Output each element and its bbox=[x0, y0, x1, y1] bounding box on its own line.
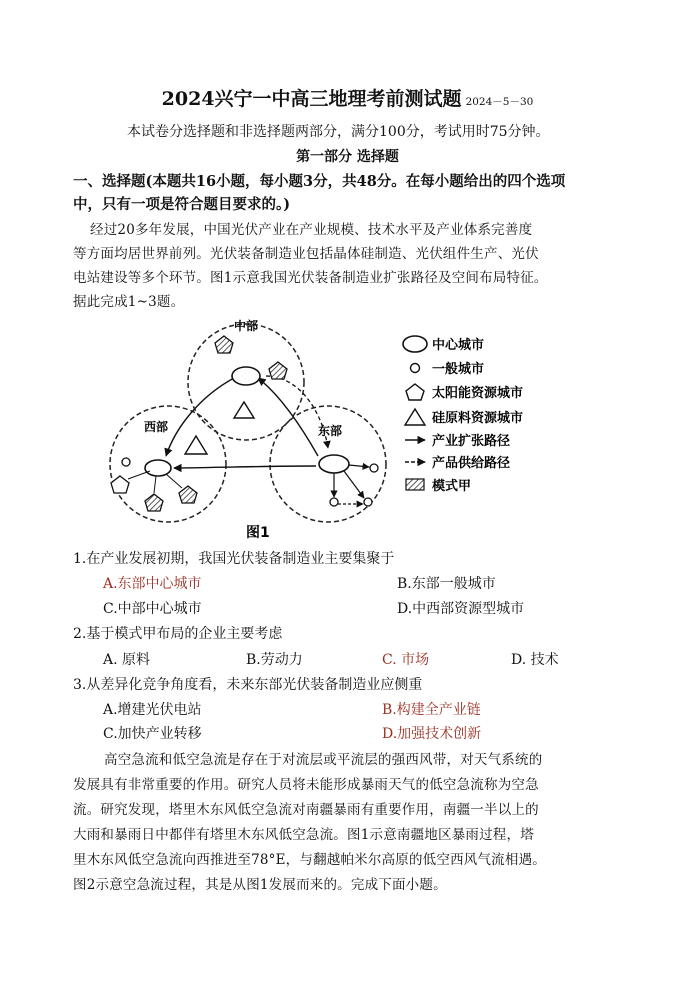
silicon-city-icon bbox=[185, 436, 207, 454]
passage2-line: 图2示意空急流过程，其是从图1发展而来的。完成下面小题。 bbox=[73, 877, 447, 893]
legend-label: 一般城市 bbox=[432, 362, 485, 377]
expansion-arrow bbox=[349, 465, 369, 467]
question-stem: 3.从差异化竞争角度看，未来东部光伏装备制造业应侧重 bbox=[73, 677, 423, 693]
part-heading: 第一部分 选择题 bbox=[296, 149, 399, 165]
section-heading-line2: 中，只有一项是符合题目要求的。) bbox=[73, 196, 291, 213]
exam-intro: 本试卷分选择题和非选择题两部分，满分100分，考试用时75分钟。 bbox=[127, 124, 550, 140]
west-region-label: 西部 bbox=[144, 420, 169, 434]
question-option: D.中西部资源型城市 bbox=[397, 601, 525, 617]
pattern-a-icon bbox=[179, 486, 197, 503]
passage1-line: 等方面均居世界前列。光伏装备制造业包括晶体硅制造、光伏组件生产、光伏 bbox=[73, 246, 539, 262]
exam-title: 2024兴宁一中高三地理考前测试题 bbox=[161, 88, 462, 110]
passage2-line: 流。研究发现，塔里木东风低空急流对南疆暴雨有重要作用，南疆一半以上的 bbox=[73, 802, 539, 818]
central-region-label: 中部 bbox=[234, 319, 259, 333]
passage2-line: 大雨和暴雨日中都伴有塔里木东风低空急流。图1示意南疆地区暴雨过程，塔 bbox=[73, 827, 534, 843]
question-option: D.加强技术创新 bbox=[382, 726, 482, 742]
legend-label: 硅原料资源城市 bbox=[432, 411, 524, 426]
question-option: B.构建全产业链 bbox=[382, 702, 481, 718]
passage1-line: 电站建设等多个环节。图1示意我国光伏装备制造业扩张路径及空间布局特征。 bbox=[73, 270, 548, 286]
question-option: A. 原料 bbox=[103, 652, 151, 668]
legend-solar-city-symbol bbox=[406, 384, 424, 400]
link-line bbox=[154, 476, 156, 493]
solar-city-icon bbox=[111, 476, 129, 493]
legend-label: 产品供给路径 bbox=[432, 456, 511, 471]
question-option: C.加快产业转移 bbox=[103, 726, 202, 742]
east-region-label: 东部 bbox=[318, 424, 343, 438]
question-option: C.中部中心城市 bbox=[103, 601, 202, 617]
passage1-line: 据此完成1~3题。 bbox=[73, 294, 185, 310]
legend-pattern-a-symbol bbox=[406, 479, 424, 490]
general-city-icon bbox=[364, 498, 372, 506]
general-city-icon bbox=[370, 464, 378, 472]
legend-silicon-city-symbol bbox=[405, 409, 425, 425]
exam-date: 2024－5－30 bbox=[465, 96, 534, 108]
passage1-line: 经过20多年发展，中国光伏产业在产业规模、技术水平及产业体系完善度 bbox=[90, 222, 533, 238]
link-line bbox=[128, 471, 150, 479]
question-option: A.增建光伏电站 bbox=[103, 702, 202, 718]
passage2-line: 发展具有非常重要的作用。研究人员将未能形成暴雨天气的低空急流称为空急 bbox=[73, 777, 539, 793]
general-city-icon bbox=[330, 498, 338, 506]
passage2-line: 里木东风低空急流向西推进至78°E，与翻越帕米尔高原的低空西风气流相遇。 bbox=[73, 852, 546, 868]
silicon-city-icon bbox=[234, 402, 254, 418]
legend-label: 太阳能资源城市 bbox=[432, 386, 524, 401]
legend-center-city-symbol bbox=[403, 336, 427, 352]
central-center-city bbox=[232, 367, 260, 385]
pattern-a-icon bbox=[145, 494, 163, 511]
west-center-city bbox=[145, 460, 171, 476]
legend-label: 模式甲 bbox=[432, 479, 472, 494]
figure-1-diagram bbox=[106, 316, 566, 542]
east-center-city bbox=[319, 455, 349, 473]
question-option: B.东部一般城市 bbox=[397, 576, 496, 592]
question-option: A.东部中心城市 bbox=[103, 576, 202, 592]
pattern-a-icon bbox=[269, 362, 287, 379]
legend-label: 中心城市 bbox=[432, 338, 485, 353]
question-option: C. 市场 bbox=[382, 652, 430, 668]
expansion-arrow bbox=[344, 471, 364, 498]
section-heading-line1: 一、选择题(本题共16小题，每小题3分，共48分。在每小题给出的四个选项 bbox=[73, 173, 566, 190]
page-title bbox=[0, 84, 695, 111]
link-line bbox=[166, 474, 182, 488]
solar-city-icon bbox=[215, 336, 233, 353]
legend-general-city-symbol bbox=[411, 364, 420, 373]
general-city-icon bbox=[122, 458, 130, 466]
legend-label: 产业扩张路径 bbox=[432, 434, 511, 449]
question-option: B.劳动力 bbox=[246, 652, 303, 668]
question-option: D. 技术 bbox=[511, 652, 559, 668]
figure-caption: 图1 bbox=[246, 525, 270, 541]
passage2-line: 高空急流和低空急流是存在于对流层或平流层的强西风带，对天气系统的 bbox=[104, 752, 543, 768]
expansion-arrow bbox=[174, 466, 316, 468]
question-stem: 2.基于模式甲布局的企业主要考虑 bbox=[73, 626, 283, 642]
question-stem: 1.在产业发展初期，我国光伏装备制造业主要集聚于 bbox=[73, 551, 395, 567]
figure-legend bbox=[403, 336, 523, 494]
expansion-arrow bbox=[258, 378, 318, 456]
